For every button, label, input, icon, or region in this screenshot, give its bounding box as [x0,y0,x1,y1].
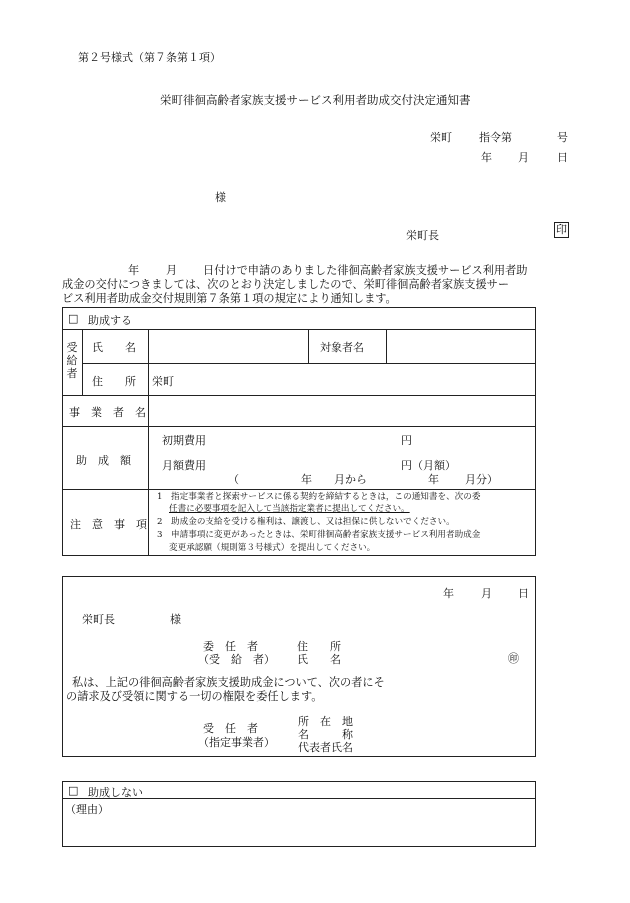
delegator-label: 委 任 者 [203,640,258,653]
header-month: 月 [518,151,529,164]
note-1: 1 指定事業者と探索サービスに係る契約を締結するときは，この通知書を、次の委 [157,492,481,502]
period-from: 年 月から [301,473,367,486]
note-1-cont: 任書に必要事項を記入して当該指定業者に提出してください。 [169,504,410,514]
grant-label: 助成する [88,314,132,327]
address-value: 栄町 [152,375,174,388]
addressee-suffix: 様 [215,191,226,204]
amount-label: 助 成 額 [76,454,131,467]
initial-cost-label: 初期費用 [162,434,206,447]
header-year: 年 [481,151,492,164]
address-label: 住 所 [92,375,136,388]
deleg-day: 日 [518,587,529,600]
delegate-sub: （指定事業者） [198,736,275,749]
recipient-label: 受給者 [66,341,78,380]
intro-line3: ビス利用者助成金交付規則第７条第１項の規定により通知します。 [62,292,397,305]
delegator-address-label: 住 所 [297,640,341,653]
delegate-rep-label: 代表者氏名 [298,741,353,754]
no-grant-label: 助成しない [88,786,143,799]
initial-yen: 円 [401,434,412,447]
operator-label: 事 業 者 名 [69,406,146,419]
monthly-yen: 円（月額） [401,459,456,472]
grant-checkbox[interactable]: □ [68,312,79,325]
form-number: 第２号様式（第７条第１項） [78,51,221,64]
no-grant-checkbox[interactable]: □ [68,784,79,797]
deleg-year: 年 [443,587,454,600]
header-town: 栄町 [430,131,452,144]
delegator-sub: （受 給 者） [198,653,275,666]
delegator-seal: ㊞ [508,652,519,665]
header-day: 日 [557,151,568,164]
period-open: （ [228,473,239,486]
header-ref-label: 指令第 [479,131,512,144]
deleg-sama: 様 [170,613,181,626]
delegation-body-2: の請求及び受領に関する一切の権限を委任します。 [66,690,323,703]
header-ref-suffix: 号 [557,131,568,144]
name-label: 氏 名 [92,341,136,354]
issuer: 栄町長 [406,229,439,242]
period-year: 年 [428,473,439,486]
period-month: 月分） [465,473,498,486]
delegate-corp-label: 名 称 [298,728,353,741]
note-3: 3 申請事項に変更があったときは、栄町徘徊高齢者家族支援サービス利用者助成金 [157,530,481,540]
intro-line2: 成金の交付につきましては、次のとおり決定しましたので、栄町徘徊高齢者家族支援サー [62,278,510,291]
target-label: 対象者名 [320,341,364,354]
intro-month: 月 [166,264,178,277]
delegate-label: 受 任 者 [203,722,258,735]
reason-label: （理由） [65,803,109,816]
seal-stamp: 印 [556,223,567,236]
delegate-location-label: 所 在 地 [298,715,353,728]
notes-label: 注 意 事 項 [70,518,147,531]
intro-year: 年 [128,264,140,277]
delegation-body-1: 私は、上記の徘徊高齢者家族支援助成金について、次の者にそ [72,676,385,689]
intro-line1: 日付けで申請のありました徘徊高齢者家族支援サービス利用者助 [203,264,528,277]
delegator-name-label: 氏 名 [297,653,341,666]
deleg-month: 月 [481,587,492,600]
note-2: 2 助成金の支給を受ける権利は、譲渡し、又は担保に供しないでください。 [157,517,455,527]
document-title: 栄町徘徊高齢者家族支援サービス利用者助成交付決定通知書 [160,93,471,107]
monthly-cost-label: 月額費用 [162,459,206,472]
deleg-to: 栄町長 [82,613,115,626]
note-3-cont: 変更承認願（規則第３号様式）を提出してください。 [169,543,376,553]
